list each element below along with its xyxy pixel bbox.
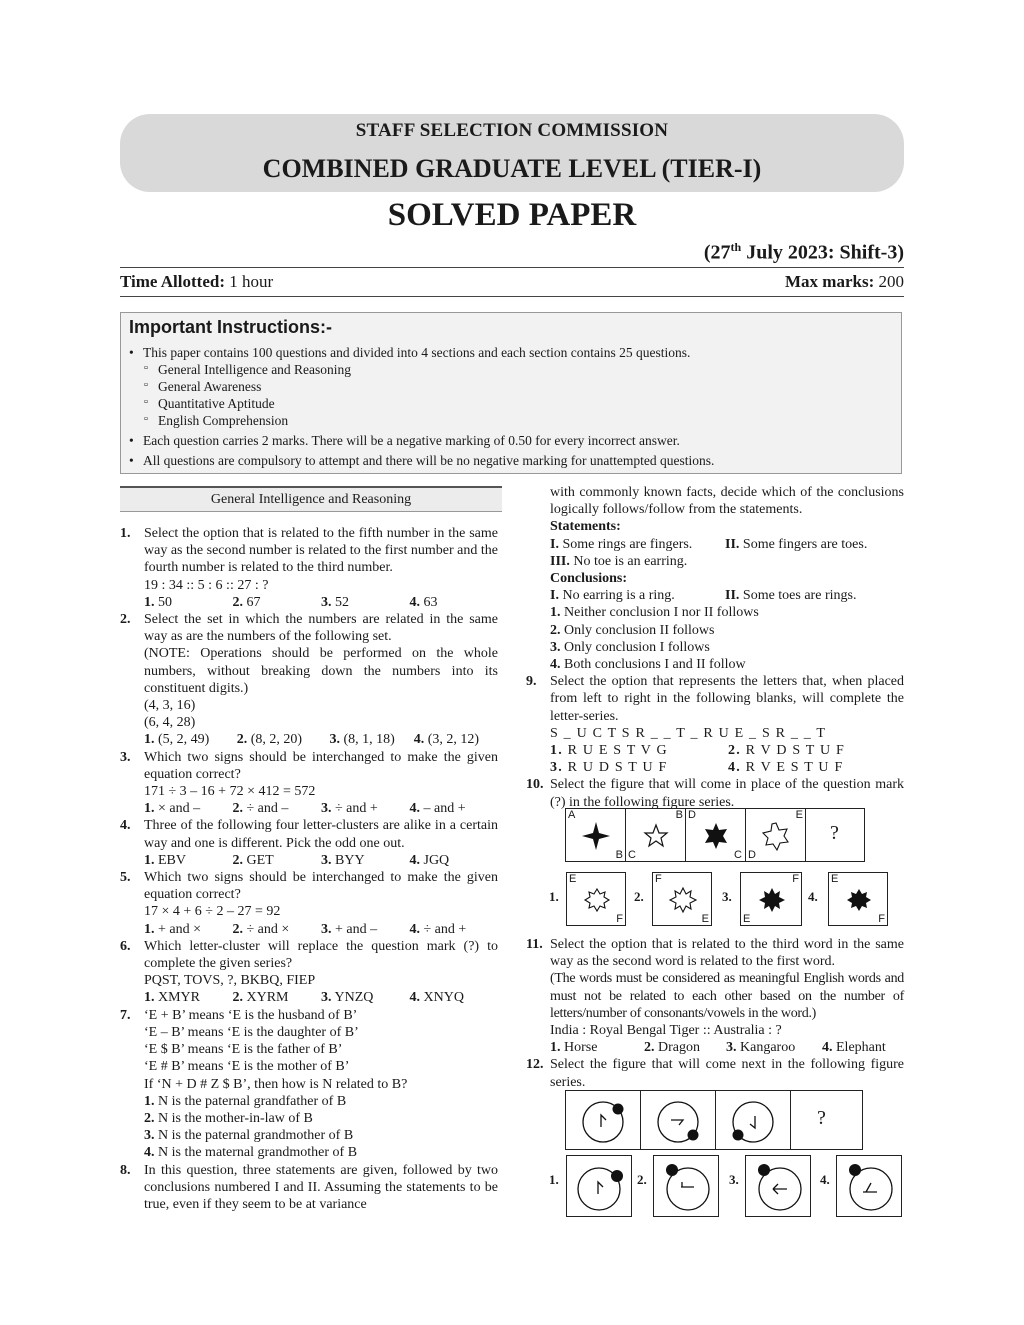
q12-option-2[interactable] bbox=[653, 1155, 719, 1217]
question-text: Select the option that is related to the third word in the same way as the second word is related to the first word. bbox=[550, 937, 904, 970]
clock-circle-icon bbox=[837, 1156, 903, 1218]
option-label: 3. bbox=[729, 1172, 739, 1187]
divider bbox=[120, 296, 904, 297]
options: 1. + and × 2. ÷ and × 3. + and – 4. ÷ and + bbox=[144, 921, 467, 937]
option: 3. Only conclusion I follows bbox=[550, 639, 710, 655]
four-point-star-icon bbox=[566, 809, 626, 863]
option: 1. Neither conclusion I nor II follows bbox=[550, 605, 759, 621]
paper-title: SOLVED PAPER bbox=[387, 197, 637, 233]
question-text: Which two signs should be interchanged to make the given equation correct? bbox=[144, 870, 498, 903]
option-label: 2. bbox=[634, 889, 644, 904]
question-expression: 17 × 4 + 6 ÷ 2 – 27 = 92 bbox=[144, 904, 281, 920]
q10-figure-series bbox=[565, 808, 865, 862]
q10-option-1[interactable]: E F bbox=[566, 872, 626, 926]
clock-circle-icon bbox=[716, 1091, 791, 1151]
question-3: 3. Which two signs should be interchanged to make the given equation correct? 171 ÷ 3 – 16 + 72 × 412 = 572 1. × and – 2. ÷ and – 3. ÷ and + 4. – and + bbox=[120, 749, 498, 817]
clock-circle-icon bbox=[746, 1156, 812, 1218]
question-8: 8. In this question, three statements are given, followed by two conclusions numbered I and II. Assuming the statements to be true, even if they seem to be at variance bbox=[120, 1162, 498, 1212]
q10-option-3[interactable]: F E bbox=[740, 872, 802, 926]
q12-option-1[interactable] bbox=[566, 1155, 632, 1217]
clock-circle-icon bbox=[641, 1091, 716, 1151]
section-title: General Intelligence and Reasoning bbox=[120, 486, 502, 512]
q10-figure-2: C B bbox=[626, 809, 686, 861]
question-text: Three of the following four letter-clusters are alike in a certain way and one is different. Pick the odd one out. bbox=[144, 818, 498, 851]
options: 1. XMYR 2. XYRM 3. YNZQ 4. XNYQ bbox=[144, 990, 464, 1006]
option: 2. N is the mother-in-law of B bbox=[144, 1110, 313, 1126]
five-point-star-outline-icon bbox=[626, 809, 686, 863]
instruction-section: ▫ English Comprehension bbox=[158, 413, 288, 429]
instruction-line: • All questions are compulsory to attempt and there will be no negative marking for unattempted questions. bbox=[143, 453, 714, 469]
question-2: 2. Select the set in which the numbers are related in the same way as are the numbers of the following set. (NOTE: Operations should be performed on the whole numbers, without breaking down the numbers into its constituent digits.) (4, 3, 16) (6, 4, 28) 1. (5, 2, 49) 2. (8, 2, 20) 3. (8, 1, 18) 4. (3, 2, 12) bbox=[120, 612, 498, 748]
option-label: 3. bbox=[722, 889, 732, 904]
divider bbox=[120, 267, 904, 268]
question-series: PQST, TOVS, ?, BKBQ, FIEP bbox=[144, 973, 316, 989]
q10-figure-1: A B bbox=[566, 809, 626, 861]
max-marks: Max marks: 200 bbox=[785, 272, 904, 291]
instruction-section: ▫ Quantitative Aptitude bbox=[158, 396, 275, 412]
q12-figure-1 bbox=[566, 1091, 641, 1149]
question-text: Select the option that represents the letters that, when placed from left to right in the following blanks, will complete the letter-series. bbox=[550, 674, 904, 724]
q12-option-3[interactable] bbox=[745, 1155, 811, 1217]
options: 1. EBV 2. GET 3. BYY 4. JGQ bbox=[144, 852, 450, 868]
right-column-lower bbox=[526, 936, 904, 1091]
option: 4. Both conclusions I and II follow bbox=[550, 657, 746, 673]
question-text: Which two signs should be interchanged to make the given equation correct? bbox=[144, 749, 498, 782]
question-expression: 171 ÷ 3 – 16 + 72 × 412 = 572 bbox=[144, 784, 316, 800]
option: 3. N is the paternal grandmother of B bbox=[144, 1128, 354, 1144]
right-column bbox=[526, 484, 904, 811]
q10-figure-4: D E bbox=[746, 809, 806, 861]
option: 1. N is the paternal grandfather of B bbox=[144, 1093, 347, 1109]
question-note: (NOTE: Operations should be performed on the whole numbers, without breaking down the numbers into its constituent digits.) bbox=[144, 646, 498, 696]
question-4: 4. Three of the following four letter-clusters are alike in a certain way and one is different. Pick the odd one out. 1. EBV 2. GET 3. BYY 4. JGQ bbox=[120, 818, 498, 868]
q12-figure-3 bbox=[716, 1091, 791, 1149]
eight-point-star-outline-icon bbox=[567, 873, 627, 927]
question-text: Select the figure that will come next in the following figure series. bbox=[550, 1057, 904, 1090]
eight-point-star-filled-icon bbox=[829, 873, 889, 927]
org-name: STAFF SELECTION COMMISSION bbox=[355, 120, 669, 141]
instructions-title: Important Instructions:- bbox=[129, 317, 332, 337]
option-label: 2. bbox=[637, 1172, 647, 1187]
q10-figure-question: ? bbox=[830, 822, 839, 844]
question-text: Select the set in which the numbers are related in the same way as are the numbers of the following set. bbox=[144, 612, 498, 645]
six-point-star-filled-icon bbox=[686, 809, 746, 863]
question-expression: 19 : 34 :: 5 : 6 :: 27 : ? bbox=[144, 577, 269, 593]
instruction-section: ▫ General Intelligence and Reasoning bbox=[158, 362, 351, 378]
q12-figure-series bbox=[565, 1090, 863, 1150]
question-text: Select the figure that will come in place of the question mark (?) in the following figure series. bbox=[550, 777, 904, 810]
seven-point-star-outline-icon bbox=[746, 809, 806, 863]
q12-option-4[interactable] bbox=[836, 1155, 902, 1217]
question-11: 11. Select the option that is related to the third word in the same way as the second word is related to the first word. (The words must be considered as meaningful English words and must not be related to each other based on the number of letters/number of consonants/vowels in the word.) India : Royal Bengal Tiger :: Australia : ? 1. Horse 2. Dragon 3. Kangaroo 4. Elephant bbox=[526, 937, 904, 1056]
question-series: S _ U C T S R _ _ T _ R U E _ S R _ _ T bbox=[550, 725, 827, 741]
question-text: In this question, three statements are given, followed by two conclusions numbered I and II. Assuming the statements to be true, even if they seem to be at variance bbox=[144, 1162, 498, 1212]
option-label: 1. bbox=[549, 1172, 559, 1187]
options: 1. 50 2. 67 3. 52 4. 63 bbox=[144, 594, 438, 610]
instruction-line: • Each question carries 2 marks. There will be a negative marking of 0.50 for every incorrect answer. bbox=[143, 433, 680, 449]
question-6: 6. Which letter-cluster will replace the question mark (?) to complete the given series? PQST, TOVS, ?, BKBQ, FIEP 1. XMYR 2. XYRM 3. YNZQ 4. XNYQ bbox=[120, 938, 498, 1006]
shift-info: (27th July 2023: Shift-3) bbox=[703, 240, 904, 264]
eight-point-star-outline-icon bbox=[653, 873, 713, 927]
instructions-box bbox=[120, 312, 902, 474]
options: 1. × and – 2. ÷ and – 3. ÷ and + 4. – and + bbox=[144, 801, 466, 817]
question-1: 1. Select the option that is related to the fifth number in the same way as the second number is related to the first number and the fourth number is related to the third number. 19 : 34 :: 5 : 6 :: 27 : ? 1. 50 2. 67 3. 52 4. 63 bbox=[120, 526, 498, 610]
instruction-section: ▫ General Awareness bbox=[158, 379, 261, 395]
q10-figure-3: D C bbox=[686, 809, 746, 861]
option: 4. N is the maternal grandmother of B bbox=[144, 1145, 358, 1161]
clock-circle-icon bbox=[654, 1156, 720, 1218]
clock-circle-icon bbox=[567, 1156, 633, 1218]
options: 1. (5, 2, 49) 2. (8, 2, 20) 3. (8, 1, 18) 4. (3, 2, 12) bbox=[144, 732, 480, 748]
q12-figure-2 bbox=[641, 1091, 716, 1149]
q12-figure-question: ? bbox=[817, 1107, 826, 1129]
option-label: 1. bbox=[549, 889, 559, 904]
q10-option-2[interactable]: F E bbox=[652, 872, 712, 926]
question-10: 10. Select the figure that will come in place of the question mark (?) in the following figure series. bbox=[526, 777, 904, 810]
question-8-continued: with commonly known facts, decide which of the conclusions logically follows/follow from the statements. Statements: I. Some rings are fingers. II. Some fingers are toes. III. No toe is an earring. Conclusions: I. No earring is a ring. II. Some toes are rings. 1. Neither conclusion I nor II follows 2. Only conclusion II follows 3. Only conclusion I follows 4. Both conclusions I and II follow bbox=[550, 485, 904, 673]
left-column bbox=[120, 525, 498, 1213]
clock-circle-icon bbox=[566, 1091, 641, 1151]
q10-option-4[interactable]: E F bbox=[828, 872, 888, 926]
question-9: 9. Select the option that represents the letters that, when placed from left to right in the following blanks, will complete the letter-series. S _ U C T S R _ _ T _ R U E _ S R _ _ T 1. R U E S T V G 2. R V D S T U F 3. R U D S T U F 4. R V E S T U F bbox=[526, 674, 904, 776]
question-12: 12. Select the figure that will come next in the following figure series. bbox=[526, 1057, 904, 1090]
question-text: Select the option that is related to the fifth number in the same way as the second number is related to the first number and the fourth number is related to the third number. bbox=[144, 526, 498, 576]
option-label: 4. bbox=[808, 889, 818, 904]
exam-name: COMBINED GRADUATE LEVEL (TIER-I) bbox=[262, 154, 762, 183]
question-5: 5. Which two signs should be interchanged to make the given equation correct? 17 × 4 + 6 ÷ 2 – 27 = 92 1. + and × 2. ÷ and × 3. + and – 4. ÷ and + bbox=[120, 870, 498, 937]
option: 2. Only conclusion II follows bbox=[550, 622, 715, 638]
time-allotted: Time Allotted: 1 hour bbox=[120, 272, 274, 291]
question-text: Which letter-cluster will replace the question mark (?) to complete the given series? bbox=[144, 938, 498, 972]
question-note: (The words must be considered as meaningful English words and must not be related to each other based on the number of letters/number of consonants/vowels in the word.) bbox=[550, 971, 904, 1021]
question-7: 7. ‘E + B’ means ‘E is the husband of B’ ‘E – B’ means ‘E is the daughter of B’ ‘E $ B’ means ‘E is the father of B’ ‘E # B’ means ‘E is the mother of B’ If ‘N + D # Z $ B’, then how is N related to B? 1. N is the paternal grandfather of B 2. N is the mother-in-law of B 3. N is the paternal grandmother of B 4. N is the maternal grandmother of B bbox=[120, 1007, 498, 1162]
options: 1. Horse 2. Dragon 3. Kangaroo 4. Elephant bbox=[550, 1040, 886, 1056]
option-label: 4. bbox=[820, 1172, 830, 1187]
instruction-line: • This paper contains 100 questions and divided into 4 sections and each section contains 25 questions. bbox=[143, 345, 690, 361]
question-expression: India : Royal Bengal Tiger :: Australia : ? bbox=[550, 1023, 782, 1039]
eight-point-star-filled-icon bbox=[741, 873, 803, 927]
